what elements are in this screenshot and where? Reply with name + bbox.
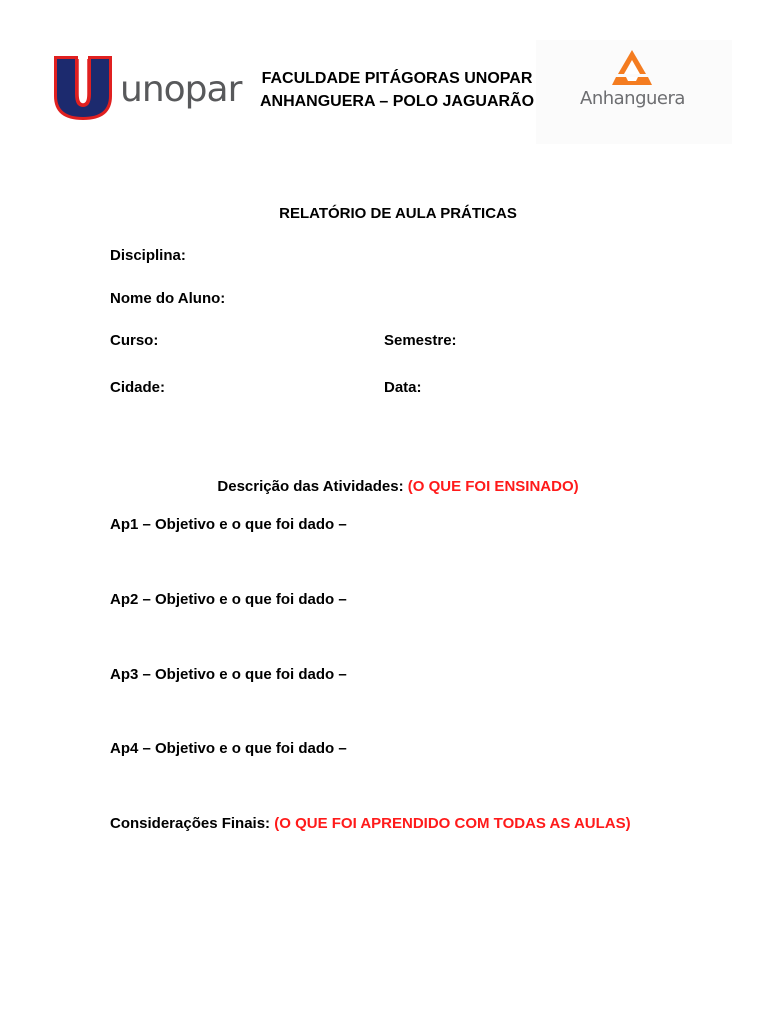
final-considerations-note: (O QUE FOI APRENDIDO COM TODAS AS AULAS) [274,815,631,832]
curso-label: Curso: [110,332,159,349]
final-considerations [110,815,631,832]
activity-item-ap1: Ap1 – Objetivo e o que foi dado – [110,516,347,533]
unopar-logo [52,54,242,122]
institution-title-line1: FACULDADE PITÁGORAS UNOPAR [261,70,533,87]
disciplina-label: Disciplina: [110,247,186,264]
unopar-wordmark: unopar [120,69,242,110]
aluno-label: Nome do Aluno: [110,290,226,307]
anhanguera-triangle-icon [602,48,662,92]
activities-heading-label: Descrição das Atividades: [217,478,404,495]
data-label: Data: [384,379,422,396]
anhanguera-wordmark: Anhanguera [580,88,685,109]
institution-title-line2: ANHANGUERA – POLO JAGUARÃO [259,93,535,110]
activity-item-ap2: Ap2 – Objetivo e o que foi dado – [110,591,347,608]
cidade-label: Cidade: [110,379,166,396]
activity-item-ap3: Ap3 – Objetivo e o que foi dado – [110,666,347,683]
activities-heading-note: (O QUE FOI ENSINADO) [407,478,579,495]
activities-heading [0,478,768,495]
semestre-label: Semestre: [384,332,457,349]
institution-title [236,67,558,113]
activity-item-ap4: Ap4 – Objetivo e o que foi dado – [110,740,347,757]
report-title: RELATÓRIO DE AULA PRÁTICAS [279,205,517,222]
anhanguera-logo [536,40,732,144]
final-considerations-label: Considerações Finais: [110,815,271,832]
